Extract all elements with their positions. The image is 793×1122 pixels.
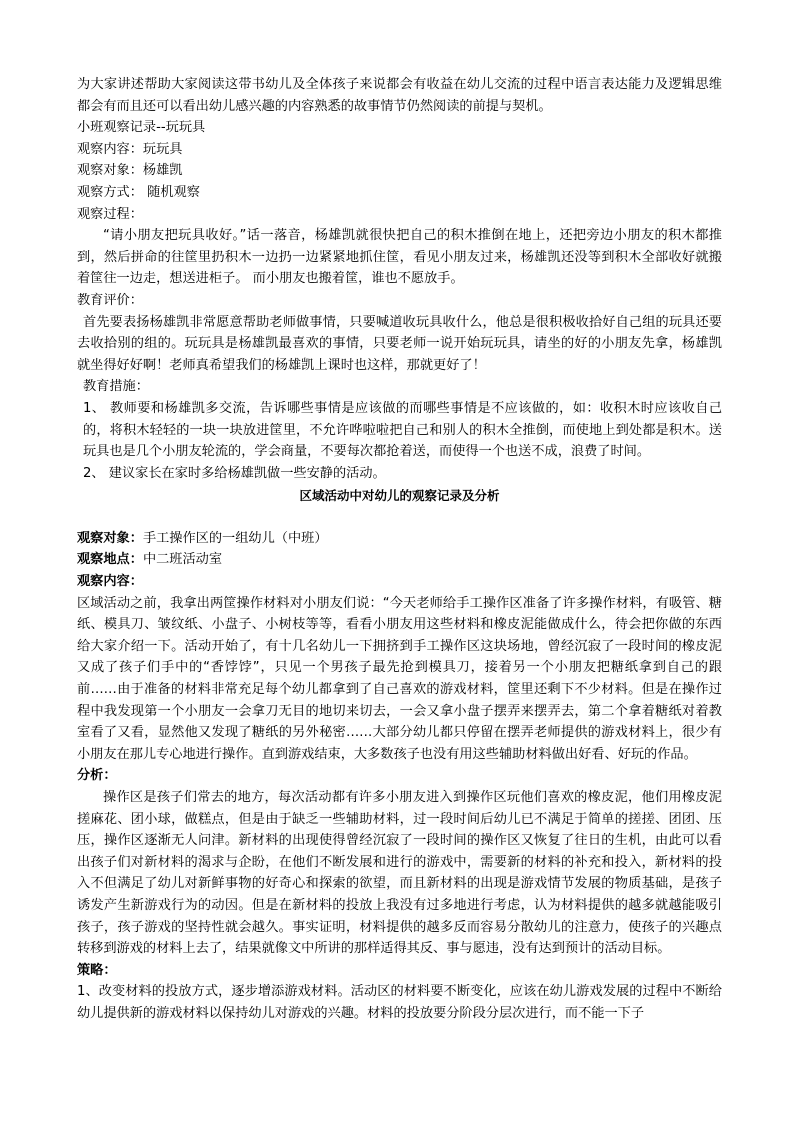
observation-process-label: 观察过程： <box>77 206 143 222</box>
observation-place-value: 中二班活动室 <box>142 552 223 568</box>
record-title: 小班观察记录--玩玩具 <box>77 120 206 136</box>
observation-place-label: 观察地点： <box>77 552 143 568</box>
education-evaluation-label: 教育评价： <box>77 292 143 308</box>
observation-place-row <box>77 549 722 571</box>
observation-object-row <box>77 528 722 550</box>
measure-item-2: 2、 建议家长在家时多给杨雄凯做一些安静的活动。 <box>83 465 386 481</box>
observation-content-line: 观察内容：玩玩具 <box>77 141 183 157</box>
observation-object-line: 观察对象：杨雄凯 <box>77 163 183 179</box>
education-measures-label: 教育措施： <box>83 379 149 395</box>
observation-process-text: “请小朋友把玩具收好。”话一落音，杨雄凯就很快把自己的积木推倒在地上，还把旁边小朋友的积木都推到，然后拼命的往筐里扔积木一边扔一边紧紧地抓住筐，看见小朋友过来，杨雄凯还没等到积木全部收好就搬着筐往一边走，想送进柜子。 而小朋友也搬着筐，谁也不愿放手。 <box>77 228 722 287</box>
section-title: 区域活动中对幼儿的观察记录及分析 <box>299 488 500 504</box>
education-evaluation-text: 首先要表扬杨雄凯非常愿意帮助老师做事情，只要喊道收玩具收什么，他总是很积极收拾好自己组的玩具还要去收拾别的组的。玩玩具是杨雄凯最喜欢的事情，只要老师一说开始玩玩具，请坐的好的小朋友先拿，杨雄凯就坐得好好啊！老师真希望我们的杨雄凯上课时也这样，那就更好了！ <box>77 314 722 373</box>
strategy-label: 策略： <box>77 962 117 978</box>
analysis-text: 操作区是孩子们常去的地方，每次活动都有许多小朋友进入到操作区玩他们喜欢的橡皮泥，他们用橡皮泥搓麻花、团小球，做糕点，但是由于缺乏一些辅助材料，过一段时间后幼儿已不满足于简单的搓搓、团团、压压，操作区逐渐无人问津。新材料的出现使得曾经沉寂了一段时间的操作区又恢复了往日的生机，由此可以看出孩子们对新材料的渴求与企盼，在他们不断发展和进行的游戏中，需要新的材料的补充和投入，新材料的投入不但满足了幼儿对新鲜事物的好奇心和探索的欲望，而且新材料的出现是游戏情节发展的物质基础，是孩子诱发产生新游戏行为的动因。但是在新材料的投放上我没有过多地进行考虑，认为材料提供的越多就越能吸引孩子，孩子游戏的坚持性就会越久。事实证明，材料提供的越多反而容易分散幼儿的注意力，使孩子的兴趣点转移到游戏的材料上去了，结果就像文中所讲的那样适得其反、事与愿违，没有达到预计的活动目标。 <box>77 790 722 957</box>
spacer <box>77 507 722 528</box>
measure-item-1: 1、 教师要和杨雄凯多交流，告诉哪些事情是应该做的而哪些事情是不应该做的，如：收积木时应该收自己的，将积木轻轻的一块一块放进筐里，不允许哗啦啦把自己和别人的积木全推倒，而使地上到处都是积木。送玩具也是几个小朋友轮流的，学会商量，不要每次都抢着送，而使得一个也送不成，浪费了时间。 <box>83 400 722 460</box>
observation-content-label: 观察内容： <box>77 574 143 590</box>
observation-object-value: 手工操作区的一组幼儿（中班） <box>142 530 328 546</box>
strategy-item-1: 1、改变材料的投放方式，逐步增添游戏材料。活动区的材料要不断变化，应该在幼儿游戏发展的过程中不断给幼儿提供新的游戏材料以保持幼儿对游戏的兴趣。材料的投放要分阶段分层次进行，而不能一下子 <box>77 984 722 1021</box>
analysis-label: 分析： <box>77 768 117 784</box>
intro-paragraph: 为大家讲述帮助大家阅读这带书幼儿及全体孩子来说都会有收益在幼儿交流的过程中语言表达能力及逻辑思维都会有而且还可以看出幼儿感兴趣的内容熟悉的故事情节仍然阅读的前提与契机。 <box>77 77 722 114</box>
document-body <box>77 74 722 1025</box>
observation-object-label: 观察对象： <box>77 530 143 546</box>
observation-content-text: 区域活动之前，我拿出两筐操作材料对小朋友们说：“今天老师给手工操作区准备了许多操作材料，有吸管、糖纸、模具刀、皱纹纸、小盘子、小树枝等等，看看小朋友用这些材料和橡皮泥能做成什么，待会把你做的东西给大家介绍一下。活动开始了，有十几名幼儿一下拥挤到手工操作区这块场地，曾经沉寂了一段时间的橡皮泥又成了孩子们手中的“香饽饽”，只见一个男孩子最先抢到模具刀，接着另一个小朋友把糖纸拿到自己的跟前……由于准备的材料非常充足每个幼儿都拿到了自己喜欢的游戏材料，筐里还剩下不少材料。但是在操作过程中我发现第一个小朋友一会拿刀无目的地切来切去，一会又拿小盘子摆弄来摆弄去，第二个拿着糖纸对着教室看了又看，显然他又发现了糖纸的另外秘密……大部分幼儿都只停留在摆弄老师提供的游戏材料上，很少有小朋友在那儿专心地进行操作。直到游戏结束，大多数孩子也没有用这些辅助材料做出好看、好玩的作品。 <box>77 595 722 762</box>
observation-method-line: 观察方式： 随机观察 <box>77 184 200 200</box>
